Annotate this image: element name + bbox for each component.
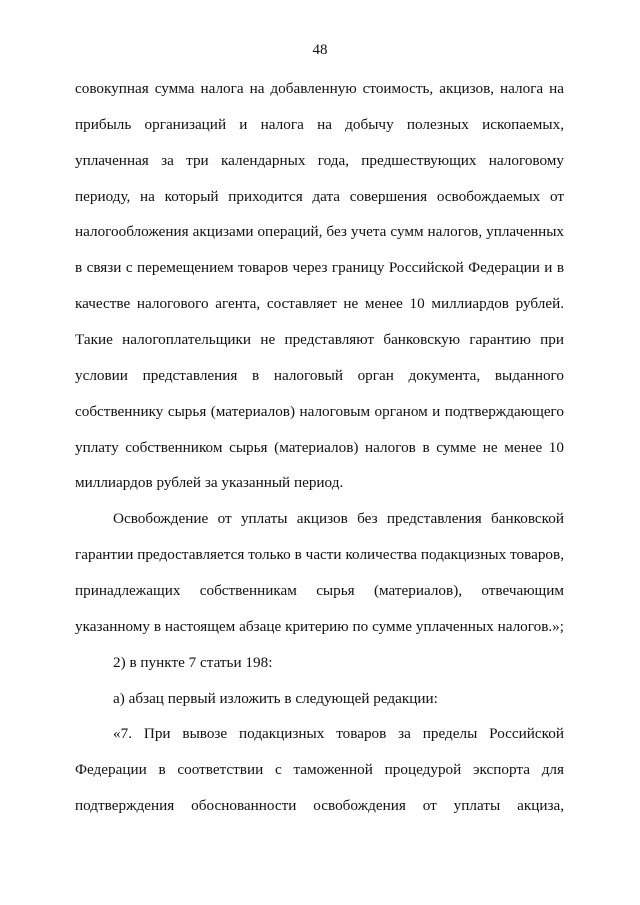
text-line: совокупная сумма налога на добавленную стоимость, акцизов, налога на [75,80,564,97]
text-line: Федерации в соответствии с таможенной процедурой экспорта для [75,761,564,779]
text-line: уплаченная за три календарных года, предшествующих налоговому [75,151,564,169]
text-line: прибыль организаций и налога на добычу полезных ископаемых, [75,115,564,133]
text-line: «7. При вывозе подакцизных товаров за пределы Российской [113,725,564,743]
text-line: миллиардов рублей за указанный период. [75,474,344,492]
text-line: налогообложения акцизами операций, без учета сумм налогов, уплаченных [75,223,564,241]
text-line: уплату собственником сырья (материалов) налогов в сумме не менее 10 [75,438,564,456]
text-line: подтверждения обоснованности освобождения от уплаты акциза, [75,797,564,814]
text-line: а) абзац первый изложить в следующей редакции: [113,689,438,707]
text-line: 2) в пункте 7 статьи 198: [113,653,273,671]
text-line: собственнику сырья (материалов) налоговым органом и подтверждающего [75,402,564,420]
text-line: в связи с перемещением товаров через границу Российской Федерации и в [75,259,564,277]
text-line: Освобождение от уплаты акцизов без представления банковской [113,510,564,528]
text-line: периоду, на который приходится дата совершения освобождаемых от [75,187,564,205]
text-line: условии представления в налоговый орган документа, выданного [75,366,564,384]
text-line: Такие налогоплательщики не представляют банковскую гарантию при [75,331,564,348]
text-line: качестве налогового агента, составляет не менее 10 миллиардов рублей. [75,295,564,313]
text-line: гарантии предоставляется только в части количества подакцизных товаров, [75,546,564,563]
text-line: указанному в настоящем абзаце критерию по сумме уплаченных налогов.»; [75,617,564,635]
page-number: 48 [312,42,328,58]
text-line: принадлежащих собственникам сырья (материалов), отвечающим [75,581,564,599]
